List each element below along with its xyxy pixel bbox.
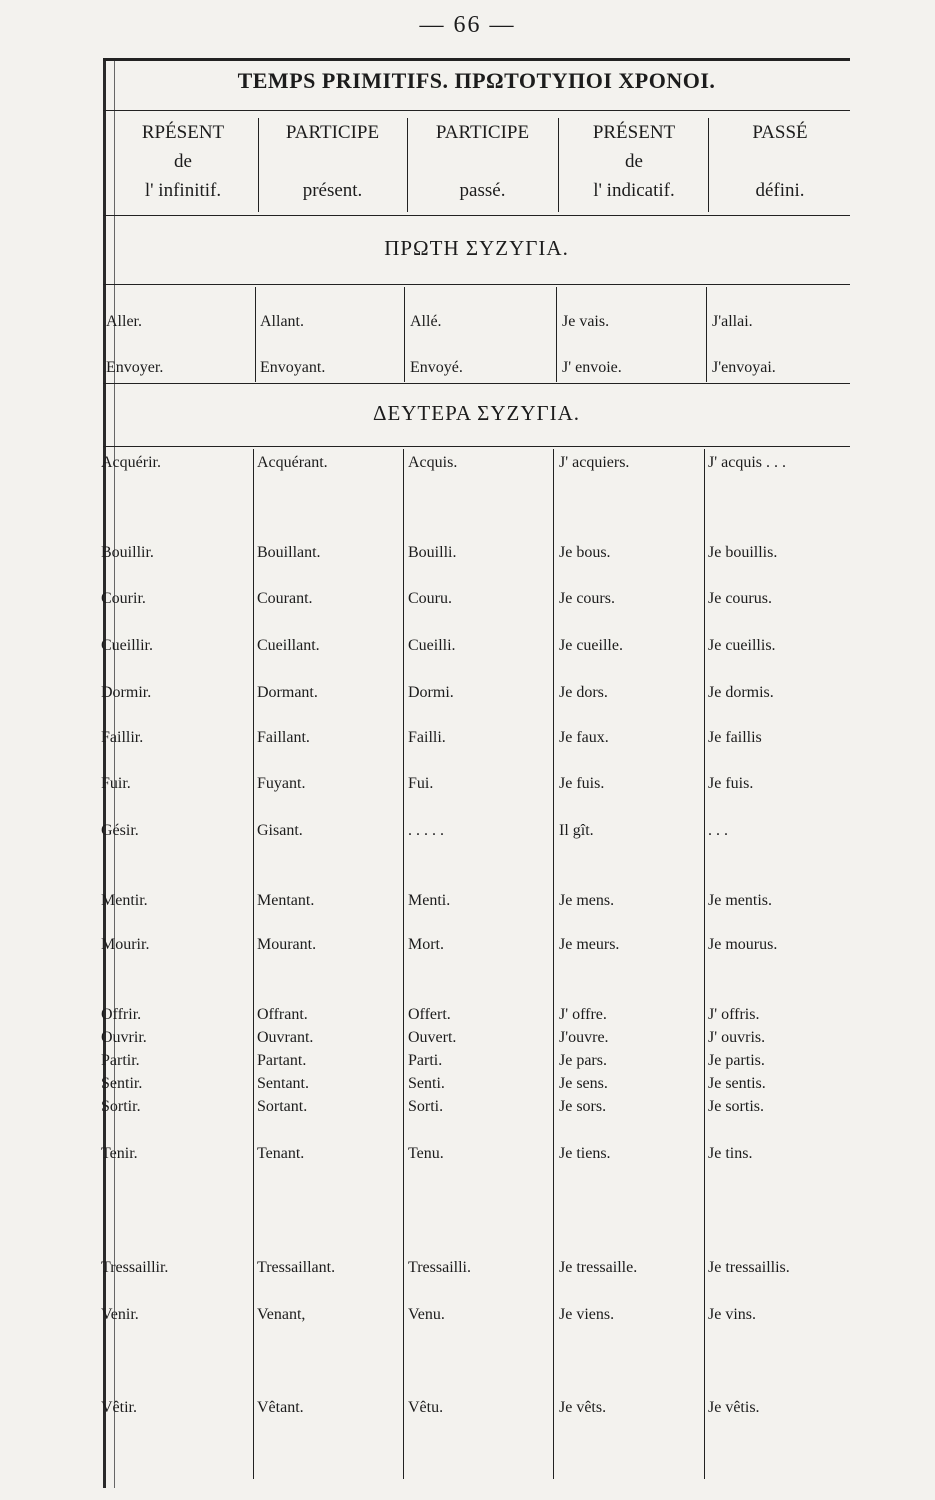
- cell-present-participle: Dormant.: [257, 684, 318, 701]
- cell-past-definite: J' ouvris.: [708, 1029, 766, 1046]
- cell-past-participle: Couru.: [408, 590, 452, 607]
- column-divider: [553, 449, 554, 1479]
- cell-infinitive: Tressaillir.: [101, 1259, 169, 1276]
- cell-present-indicative: Je cours.: [559, 590, 615, 607]
- cell-infinitive: Bouillir.: [101, 544, 154, 561]
- cell-present-participle: Ouvrant.: [257, 1029, 314, 1046]
- cell-present-indicative: Je sors.: [559, 1098, 607, 1115]
- cell-past-definite: J'allai.: [712, 313, 753, 330]
- cell-present-indicative: Je tiens.: [559, 1145, 611, 1162]
- cell-past-definite: Je sentis.: [708, 1075, 766, 1092]
- cell-past-participle: Acquis.: [408, 454, 458, 471]
- cell-present-participle: Bouillant.: [257, 544, 321, 561]
- column-divider: [556, 287, 557, 382]
- cell-past-definite: Je fuis.: [708, 775, 754, 792]
- section-title-second: ΔΕΥΤΕΡΑ ΣΥΖΥΓΙΑ.: [372, 401, 581, 425]
- cell-past-participle: Tressailli.: [408, 1259, 471, 1276]
- cell-present-indicative: Je pars.: [559, 1052, 607, 1069]
- cell-present-participle: Fuyant.: [257, 775, 306, 792]
- cell-past-participle: Allé.: [410, 313, 442, 330]
- cell-present-indicative: Je cueille.: [559, 637, 623, 654]
- column-divider: [706, 287, 707, 382]
- cell-past-participle: Menti.: [408, 892, 451, 909]
- title-rule: [103, 110, 850, 111]
- cell-past-definite: Je tressaillis.: [708, 1259, 790, 1276]
- cell-infinitive: Courir.: [101, 590, 146, 607]
- cell-present-participle: Offrant.: [257, 1006, 308, 1023]
- column-divider: [255, 287, 256, 382]
- cell-infinitive: Fuir.: [101, 775, 131, 792]
- cell-infinitive: Ouvrir.: [101, 1029, 147, 1046]
- cell-past-participle: Cueilli.: [408, 637, 456, 654]
- cell-past-definite: Je partis.: [708, 1052, 765, 1069]
- section-rule: [103, 383, 850, 384]
- header-past-participle: PARTICIPE passé.: [435, 122, 530, 201]
- cell-past-participle: Ouvert.: [408, 1029, 457, 1046]
- cell-past-participle: Bouilli.: [408, 544, 457, 561]
- cell-past-definite: Je courus.: [708, 590, 772, 607]
- column-divider: [404, 287, 405, 382]
- cell-infinitive: Aller.: [106, 313, 142, 330]
- header-past-definite: PASSÉ défini.: [752, 122, 808, 201]
- cell-infinitive: Acquérir.: [101, 454, 161, 471]
- section-title-first: ΠΡΩΤΗ ΣΥΖΥΓΙΑ.: [384, 236, 569, 260]
- cell-past-participle: Venu.: [408, 1306, 445, 1323]
- header-infinitive: RPÉSENT de l' infinitif.: [141, 122, 225, 201]
- cell-present-participle: Faillant.: [257, 729, 310, 746]
- cell-past-definite: Je vêtis.: [708, 1399, 760, 1416]
- cell-present-participle: Acquérant.: [257, 454, 328, 471]
- page-number: — 66 —: [419, 12, 516, 38]
- cell-present-participle: Mentant.: [257, 892, 315, 909]
- cell-present-indicative: J' envoie.: [562, 359, 622, 376]
- cell-present-indicative: Je meurs.: [559, 936, 620, 953]
- cell-past-participle: Failli.: [408, 729, 446, 746]
- cell-infinitive: Mentir.: [101, 892, 148, 909]
- cell-present-participle: Sortant.: [257, 1098, 308, 1115]
- cell-present-indicative: J'ouvre.: [559, 1029, 609, 1046]
- column-divider: [403, 449, 404, 1479]
- cell-past-participle: Parti.: [408, 1052, 443, 1069]
- section-rule: [103, 446, 850, 447]
- cell-past-participle: Mort.: [408, 936, 444, 953]
- cell-present-indicative: Je fuis.: [559, 775, 605, 792]
- cell-present-participle: Mourant.: [257, 936, 317, 953]
- cell-past-participle: Vêtu.: [408, 1399, 444, 1416]
- cell-past-definite: Je bouillis.: [708, 544, 778, 561]
- cell-infinitive: Sentir.: [101, 1075, 143, 1092]
- cell-past-participle: Fui.: [408, 775, 434, 792]
- cell-past-definite: Je dormis.: [708, 684, 774, 701]
- cell-past-definite: J' acquis . . .: [708, 454, 786, 471]
- cell-present-indicative: Je dors.: [559, 684, 608, 701]
- cell-present-participle: Gisant.: [257, 822, 303, 839]
- cell-past-definite: . . .: [708, 822, 728, 839]
- cell-past-definite: Je tins.: [708, 1145, 753, 1162]
- cell-present-indicative: Je bous.: [559, 544, 611, 561]
- column-divider: [704, 449, 705, 1479]
- cell-past-participle: Tenu.: [408, 1145, 444, 1162]
- header-divider: [407, 118, 408, 212]
- cell-past-definite: J' offris.: [708, 1006, 760, 1023]
- cell-infinitive: Envoyer.: [106, 359, 164, 376]
- cell-past-participle: Envoyé.: [410, 359, 463, 376]
- cell-infinitive: Dormir.: [101, 684, 152, 701]
- cell-infinitive: Mourir.: [101, 936, 150, 953]
- cell-present-indicative: Je mens.: [559, 892, 615, 909]
- cell-present-indicative: Je sens.: [559, 1075, 608, 1092]
- header-rule: [103, 215, 850, 216]
- cell-present-indicative: Il gît.: [559, 822, 594, 839]
- cell-infinitive: Cueillir.: [101, 637, 153, 654]
- cell-infinitive: Partir.: [101, 1052, 140, 1069]
- table-title: TEMPS PRIMITIFS. ΠΡΩΤΟΤΥΠΟΙ ΧΡΟΝΟΙ.: [237, 68, 716, 93]
- cell-past-definite: Je faillis: [708, 729, 762, 746]
- cell-present-indicative: Je tressaille.: [559, 1259, 638, 1276]
- cell-present-indicative: J' acquiers.: [559, 454, 630, 471]
- header-present-participle: PARTICIPE présent.: [285, 122, 380, 201]
- cell-present-participle: Vêtant.: [257, 1399, 304, 1416]
- cell-present-indicative: Je vais.: [562, 313, 610, 330]
- cell-infinitive: Offrir.: [101, 1006, 142, 1023]
- cell-infinitive: Vêtir.: [101, 1399, 137, 1416]
- cell-past-definite: Je cueillis.: [708, 637, 776, 654]
- cell-present-participle: Allant.: [260, 313, 304, 330]
- column-divider: [253, 449, 254, 1479]
- cell-past-participle: . . . . .: [408, 822, 444, 839]
- cell-present-indicative: Je viens.: [559, 1306, 615, 1323]
- cell-past-participle: Dormi.: [408, 684, 454, 701]
- cell-present-indicative: Je vêts.: [559, 1399, 607, 1416]
- cell-present-participle: Courant.: [257, 590, 313, 607]
- header-present-indicative: PRÉSENT de l' indicatif.: [592, 122, 676, 201]
- cell-present-participle: Sentant.: [257, 1075, 309, 1092]
- cell-present-participle: Cueillant.: [257, 637, 320, 654]
- section-rule: [103, 284, 850, 285]
- cell-past-definite: J'envoyai.: [712, 359, 776, 376]
- cell-infinitive: Venir.: [101, 1306, 139, 1323]
- cell-past-participle: Sorti.: [408, 1098, 444, 1115]
- cell-past-definite: Je sortis.: [708, 1098, 764, 1115]
- header-divider: [258, 118, 259, 212]
- cell-infinitive: Tenir.: [101, 1145, 138, 1162]
- cell-past-definite: Je mentis.: [708, 892, 772, 909]
- cell-present-indicative: Je faux.: [559, 729, 609, 746]
- header-divider: [708, 118, 709, 212]
- cell-present-participle: Tressaillant.: [257, 1259, 336, 1276]
- cell-past-participle: Senti.: [408, 1075, 445, 1092]
- cell-infinitive: Sortir.: [101, 1098, 141, 1115]
- top-rule: [103, 58, 850, 61]
- cell-present-indicative: J' offre.: [559, 1006, 607, 1023]
- cell-past-definite: Je mourus.: [708, 936, 778, 953]
- cell-infinitive: Gésir.: [101, 822, 139, 839]
- cell-past-definite: Je vins.: [708, 1306, 756, 1323]
- cell-infinitive: Faillir.: [101, 729, 144, 746]
- header-divider: [558, 118, 559, 212]
- cell-present-participle: Envoyant.: [260, 359, 326, 376]
- cell-present-participle: Tenant.: [257, 1145, 305, 1162]
- cell-present-participle: Partant.: [257, 1052, 307, 1069]
- cell-present-participle: Venant,: [257, 1306, 306, 1323]
- cell-past-participle: Offert.: [408, 1006, 451, 1023]
